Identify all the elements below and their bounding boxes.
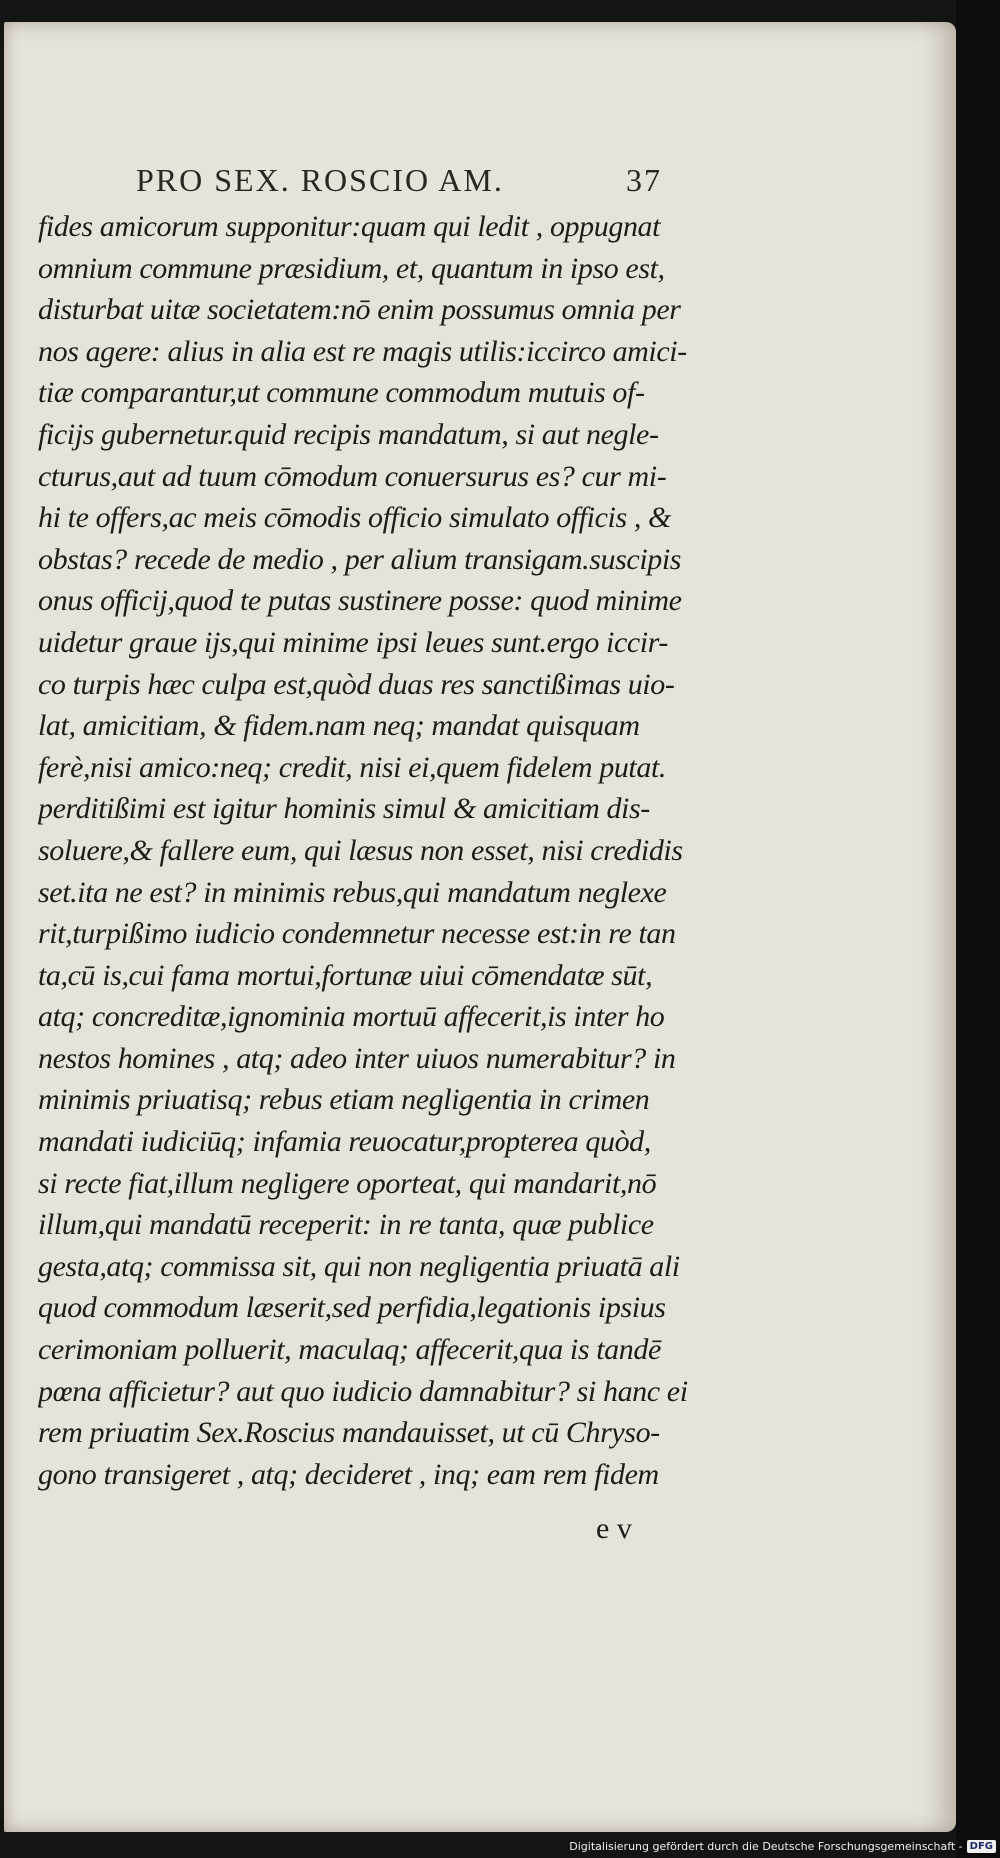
text-line: soluere,& fallere eum, qui læsus non esset, nisi credidis — [38, 833, 683, 867]
dfg-logo: DFG — [967, 1840, 996, 1853]
text-line: fides amicorum supponitur:quam qui ledit , oppugnat — [38, 210, 661, 243]
digitization-credit — [569, 1836, 996, 1856]
text-line: nos agere: alius in alia est re magis utilis:iccirco amici- — [38, 334, 687, 368]
text-line: illum,qui mandatū receperit: in re tanta, quæ publice — [38, 1208, 654, 1242]
text-line: gono transigeret , atq; decideret , inq; eam rem fidem — [38, 1457, 659, 1491]
text-line: tiæ comparantur,ut commune commodum mutuis of- — [38, 376, 645, 410]
text-line: ficijs gubernetur.quid recipis mandatum, si aut negle- — [38, 417, 659, 451]
credit-text: Digitalisierung gefördert durch die Deutsche Forschungsgemeinschaft - — [569, 1839, 963, 1853]
text-line: omnium commune præsidium, et, quantum in ipso est, — [38, 251, 665, 285]
text-line: cerimoniam polluerit, maculaq; affecerit,qua is tandē — [38, 1333, 661, 1367]
text-line: cturus,aut ad tuum cōmodum conuersurus es? cur mi- — [38, 459, 667, 493]
running-header — [136, 162, 676, 202]
text-line: onus officij,quod te putas sustinere posse: quod minime — [38, 584, 682, 618]
text-line: perditißimi est igitur hominis simul & amicitiam dis- — [38, 792, 650, 826]
text-line: minimis priuatisq; rebus etiam negligentia in crimen — [38, 1083, 650, 1117]
text-line: quod commodum læserit,sed perfidia,legationis ipsius — [38, 1291, 666, 1325]
text-line: ta,cū is,cui fama mortui,fortunæ uiui cōmendatæ sūt, — [38, 958, 653, 992]
text-line: atq; concreditæ,ignominia mortuū affecerit,is inter ho — [38, 1000, 665, 1034]
page-number: 37 — [626, 162, 662, 198]
text-line: disturbat uitæ societatem:nō enim possumus omnia per — [38, 293, 681, 327]
text-line: ferè,nisi amico:neq; credit, nisi ei,quem fidelem putat. — [38, 750, 667, 784]
text-line: mandati iudiciūq; infamia reuocatur,propterea quòd, — [38, 1125, 651, 1159]
text-line: hi te offers,ac meis cōmodis officio simulato officis , & — [38, 501, 671, 535]
text-line: nestos homines , atq; adeo inter uiuos numerabitur? in — [38, 1041, 676, 1075]
text-line: rit,turpißimo iudicio condemnetur necesse est:in re tan — [38, 917, 676, 951]
text-line: uidetur graue ijs,qui minime ipsi leues sunt.ergo iccir- — [38, 625, 668, 659]
scan-background — [956, 0, 1000, 1858]
text-line: si recte fiat,illum negligere oporteat, qui mandarit,nō — [38, 1166, 657, 1200]
text-line: rem priuatim Sex.Roscius mandauisset, ut cū Chryso- — [38, 1416, 660, 1450]
running-head-title: PRO SEX. ROSCIO AM. — [136, 162, 504, 198]
text-line: set.ita ne est? in minimis rebus,qui mandatum neglexe — [38, 875, 667, 909]
text-line: obstas? recede de medio , per alium transigam.suscipis — [38, 542, 682, 576]
text-line: pœna afficietur? aut quo iudicio damnabitur? si hanc ei — [38, 1374, 688, 1408]
text-line: co turpis hæc culpa est,quòd duas res sanctißimas uio- — [38, 667, 675, 701]
text-line: gesta,atq; commissa sit, qui non negligentia priuatā ali — [38, 1249, 680, 1283]
signature-mark: e v — [596, 1512, 632, 1545]
body-text — [38, 206, 728, 1495]
text-line: lat, amicitiam, & fidem.nam neq; mandat quisquam — [38, 709, 640, 743]
